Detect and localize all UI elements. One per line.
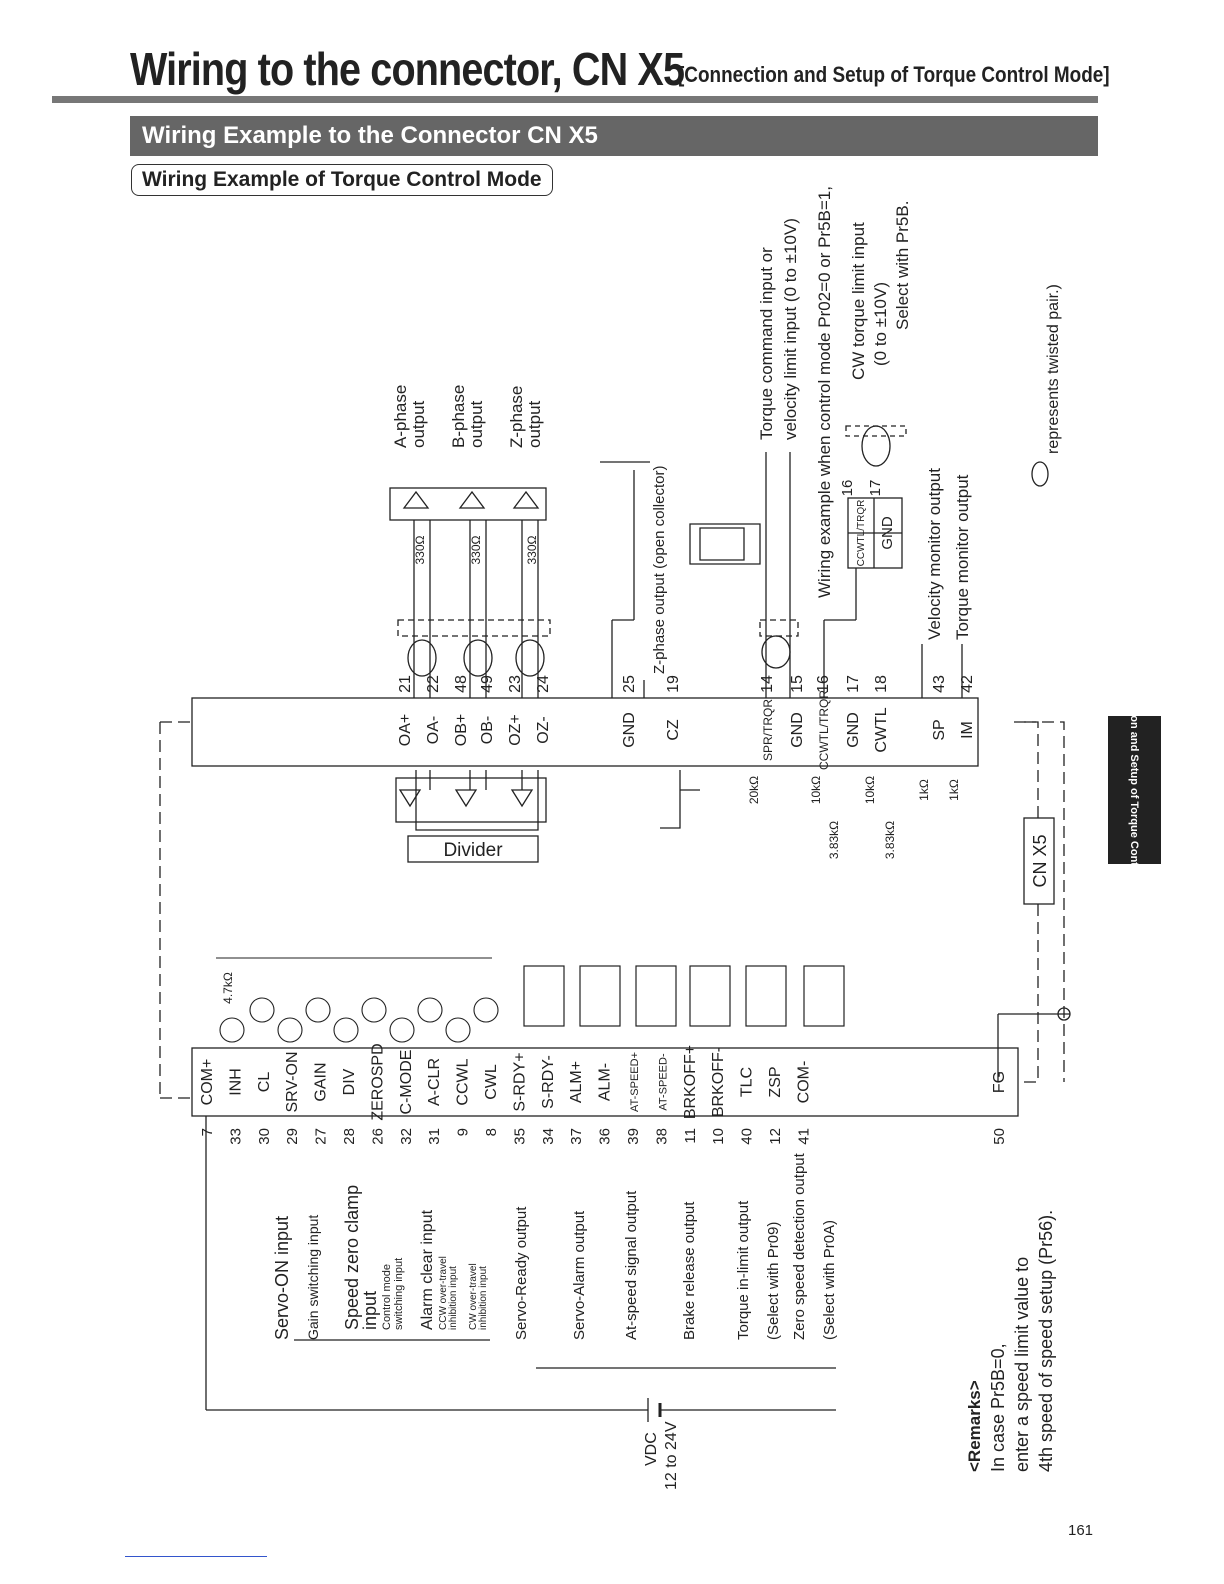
lower-signal-1: COM+	[199, 1058, 216, 1106]
phase-output-label-3: output	[525, 400, 544, 448]
lower-signal-20: TLC	[738, 1066, 756, 1098]
upper-pin-number-9: 14	[759, 675, 776, 693]
phase-output-label-2: output	[467, 400, 486, 448]
upper-signal-4: OB-	[479, 715, 496, 745]
input-resistor-4: 1kΩ	[917, 779, 931, 801]
upper-pin-number-3: 48	[453, 675, 470, 693]
lower-signal-5: GAIN	[312, 1062, 330, 1102]
upper-pin-number-15: 42	[959, 675, 976, 693]
output-label-4: Brake release output	[681, 1201, 698, 1340]
upper-pin-number-10: 15	[789, 675, 806, 693]
lower-signal-22: COM-	[795, 1060, 813, 1104]
remarks-line-1: In case Pr5B=0,	[988, 1343, 1008, 1472]
lower-pin-number-7: 26	[369, 1128, 387, 1145]
input-resistor-low-1: 3.83kΩ	[827, 820, 841, 860]
upper-signal-7: GND	[621, 712, 638, 748]
input-label-7: Alarm clear input	[419, 1209, 436, 1330]
lower-pin-number-15: 36	[596, 1128, 614, 1145]
velocity-monitor-label: Velocity monitor output	[925, 468, 944, 640]
input-label-9: inhibition input	[448, 1266, 459, 1330]
upper-signal-11: CCWTL/TRQR	[817, 690, 831, 770]
lower-signal-4: SRV-ON	[284, 1051, 302, 1113]
input-label-6: switching input	[393, 1257, 405, 1330]
input-optos	[216, 958, 498, 1042]
lower-signal-2: INH	[227, 1068, 245, 1096]
lower-signal-21: ZSP	[767, 1066, 784, 1098]
upper-signal-15: IM	[959, 721, 976, 739]
pullup-resistor-label: 4.7kΩ	[221, 972, 235, 1004]
upper-signal-13: CWTL	[873, 707, 890, 753]
phase-resistor-2: 330Ω	[469, 535, 483, 565]
page-number: 161	[1068, 1522, 1094, 1539]
upper-signal-5: OZ+	[507, 714, 524, 746]
vdc-range-label: 12 to 24V	[663, 1421, 680, 1490]
upper-pin-number-7: 25	[621, 675, 638, 693]
lower-pin-number-9: 31	[426, 1128, 444, 1145]
upper-signal-2: OA-	[425, 715, 442, 745]
lower-pin-number-16: 39	[625, 1128, 642, 1145]
upper-pin-number-4: 49	[479, 675, 496, 693]
output-label-1: Servo-Ready output	[513, 1206, 530, 1340]
output-opto-boxes	[524, 966, 844, 1026]
lower-signal-14: ALM+	[568, 1060, 586, 1104]
cn-x5-label: CN X5	[1030, 834, 1050, 888]
upper-signal-6: OZ-	[535, 716, 552, 744]
lower-signal-13: S-RDY-	[539, 1055, 557, 1109]
output-label-8: (Select with Pr0A)	[821, 1219, 838, 1340]
input-resistor-low-2: 3.83kΩ	[883, 820, 897, 860]
remarks-title: <Remarks>	[965, 1380, 984, 1472]
upper-signal-10: GND	[789, 712, 806, 748]
input-resistor-2: 10kΩ	[809, 775, 823, 805]
sub-pin-17: 17	[867, 479, 884, 497]
lower-pin-number-20: 40	[738, 1128, 756, 1145]
lower-signal-8: C-MODE	[397, 1049, 415, 1115]
lower-pin-number-14: 37	[568, 1128, 586, 1145]
torque-command-label-1: Torque command input or	[757, 247, 776, 440]
lower-signal-10: CCWL	[454, 1058, 472, 1106]
lower-pin-number-17: 38	[653, 1128, 671, 1145]
input-label-4: input	[360, 1290, 380, 1330]
lower-pin-number-6: 28	[341, 1128, 358, 1145]
upper-pin-number-2: 22	[425, 675, 442, 693]
lower-pin-number-2: 33	[227, 1128, 245, 1145]
lower-pin-number-1: 7	[199, 1128, 216, 1137]
phase-resistor-3: 330Ω	[525, 535, 539, 565]
torque-command-label-2: velocity limit input (0 to ±10V)	[781, 218, 800, 440]
lower-signal-15: ALM-	[596, 1062, 614, 1102]
lower-signal-17: AT-SPEED-	[657, 1053, 670, 1111]
upper-signal-8: CZ	[665, 719, 682, 741]
input-resistor-5: 1kΩ	[947, 779, 961, 801]
lower-signal-9: A-CLR	[426, 1057, 444, 1107]
vdc-label: VDC	[643, 1432, 660, 1466]
phase-output-label-3: Z-phase	[507, 385, 526, 448]
upper-pin-number-11: 16	[815, 675, 832, 693]
output-label-3: At-speed signal output	[623, 1190, 640, 1340]
upper-signal-3: OB+	[453, 713, 470, 747]
sub-signal-a: CCWTL/TRQR	[856, 499, 867, 567]
line-driver-box	[390, 488, 546, 520]
lower-signal-fg: FG	[991, 1070, 1008, 1094]
phase-resistor-1: 330Ω	[413, 535, 427, 565]
lower-pin-number-4: 29	[284, 1128, 302, 1145]
phase-output-label-2: B-phase	[449, 384, 468, 448]
remarks-line-3: 4th speed of speed setup (Pr56).	[1036, 1209, 1056, 1472]
wiring-example-note: Wiring example when control mode Pr02=0 or Pr5B=1,	[815, 186, 834, 598]
side-tab-label: Connection and Setup of Torque Control Mode	[1128, 668, 1140, 912]
divider-label: Divider	[443, 840, 503, 861]
output-label-6: (Select with Pr09)	[765, 1221, 782, 1340]
lower-pin-number-3: 30	[255, 1128, 273, 1145]
upper-signal-9: SPR/TRQR	[761, 698, 775, 762]
lower-pin-number-8: 32	[397, 1128, 415, 1145]
lower-pin-number-fg: 50	[991, 1128, 1008, 1145]
page-title: Wiring to the connector, CN X5	[130, 43, 685, 95]
lower-signal-7: ZEROSPD	[369, 1043, 387, 1121]
upper-pin-number-14: 43	[931, 675, 948, 693]
page-subtitle: [Connection and Setup of Torque Control Mode]	[678, 62, 1110, 87]
lower-pin-number-13: 34	[539, 1128, 557, 1145]
remarks-line-2: enter a speed limit value to	[1012, 1256, 1032, 1472]
upper-signal-1: OA+	[397, 713, 414, 747]
lower-pin-number-11: 8	[483, 1128, 500, 1137]
twisted-pair-note: represents twisted pair.)	[1045, 284, 1062, 454]
z-phase-oc-label: Z-phase output (open collector)	[651, 465, 668, 674]
sub-signal-b: GND	[879, 516, 896, 550]
upper-pin-number-8: 19	[665, 675, 682, 693]
input-label-5: Control mode	[381, 1263, 393, 1330]
output-label-2: Servo-Alarm output	[571, 1210, 588, 1340]
torque-monitor-label: Torque monitor output	[953, 474, 972, 640]
section-title: Wiring Example to the Connector CN X5	[130, 116, 1098, 156]
phase-output-label-1: A-phase	[391, 384, 410, 448]
lower-signal-3: CL	[255, 1071, 273, 1093]
lower-pin-number-10: 9	[454, 1128, 472, 1137]
upper-pin-number-5: 23	[507, 675, 524, 693]
example-title: Wiring Example of Torque Control Mode	[131, 164, 553, 196]
upper-pin-number-13: 18	[873, 675, 890, 693]
input-resistor-3: 10kΩ	[863, 775, 877, 805]
phase-output-label-1: output	[409, 400, 428, 448]
lower-signal-18: BRKOFF+	[681, 1044, 699, 1120]
cw-torque-limit-label-2: (0 to ±10V)	[871, 282, 890, 366]
lower-signal-11: CWL	[483, 1064, 500, 1100]
lower-pin-number-19: 10	[710, 1128, 728, 1145]
input-label-10: CW over-travel	[468, 1263, 479, 1330]
input-label-1: Servo-ON input	[272, 1215, 292, 1340]
upper-pin-number-1: 21	[397, 675, 414, 693]
lower-signal-16: AT-SPEED+	[629, 1051, 641, 1113]
input-label-3: Speed zero clamp	[342, 1184, 362, 1330]
lower-pin-number-22: 41	[795, 1128, 813, 1145]
output-label-5: Torque in-limit output	[735, 1200, 752, 1340]
input-label-2: Gain switching input	[305, 1214, 321, 1340]
upper-pin-number-6: 24	[535, 675, 552, 693]
cw-torque-limit-label-3: Select with Pr5B.	[893, 200, 912, 330]
upper-signal-14: SP	[931, 719, 948, 741]
lower-signal-6: DIV	[341, 1068, 358, 1096]
lower-signal-12: S-RDY+	[511, 1052, 529, 1112]
input-label-11: inhibition input	[478, 1266, 489, 1330]
output-label-7: Zero speed detection output	[791, 1153, 808, 1340]
lower-pin-number-18: 11	[681, 1128, 699, 1144]
upper-pin-number-12: 17	[845, 675, 862, 693]
upper-signal-12: GND	[845, 712, 862, 748]
input-label-8: CCW over-travel	[438, 1256, 449, 1330]
lower-signal-19: BRKOFF-	[710, 1046, 728, 1118]
lower-pin-number-21: 12	[767, 1128, 784, 1145]
lower-pin-number-12: 35	[511, 1128, 529, 1145]
sub-pin-16: 16	[839, 479, 856, 497]
input-resistor-1: 20kΩ	[747, 775, 761, 805]
lower-pin-number-5: 27	[312, 1128, 330, 1145]
cw-torque-limit-label-1: CW torque limit input	[849, 222, 868, 380]
